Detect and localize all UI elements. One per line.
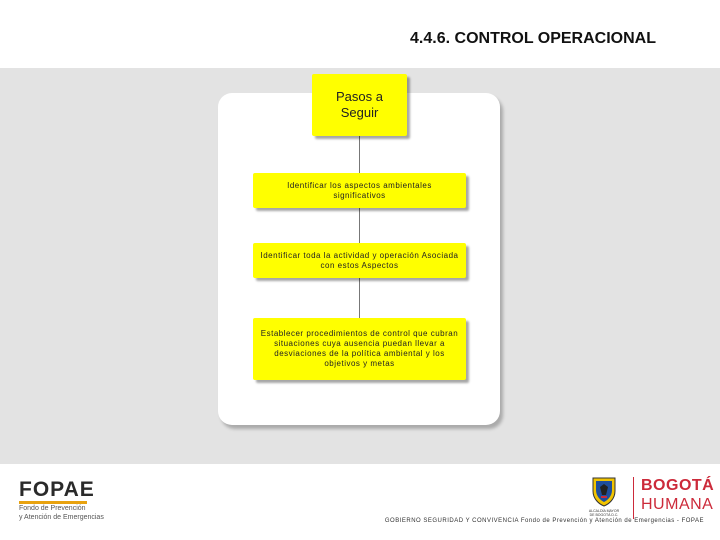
alcaldia-label	[581, 509, 627, 517]
fopae-logo	[19, 480, 104, 522]
fopae-subtitle-2: y Atención de Emergencias	[19, 514, 104, 521]
top-step-label: Pasos a Seguir	[336, 89, 383, 120]
step-2-label: Identificar toda la actividad y operación Asociada con estos Aspectos	[260, 250, 459, 270]
top-step-box	[312, 74, 407, 136]
step-1-label: Identificar los aspectos ambientales significativos	[287, 180, 432, 200]
fopae-wordmark: FOPAE	[19, 478, 95, 501]
fopae-subtitle-1: Fondo de Prevención	[19, 505, 86, 512]
connector-line	[359, 278, 360, 318]
coat-of-arms-icon	[589, 475, 619, 507]
bogota-wordmark: BOGOTÁ	[641, 477, 715, 494]
humana-wordmark: HUMANA	[641, 496, 714, 513]
connector-line	[359, 208, 360, 243]
alcaldia-line-2: DE BOGOTÁ D.C.	[589, 513, 619, 517]
step-3-label: Establecer procedimientos de control que cubran situaciones cuya ausencia puedan llevar a desviaciones de la política ambiental y los objetivos y metas	[260, 329, 459, 368]
connector-line	[359, 136, 360, 173]
step-box-1	[253, 173, 466, 208]
step-box-3	[253, 318, 466, 380]
fopae-accent-bar	[19, 501, 87, 504]
alcaldia-line-1: ALCALDÍA MAYOR	[588, 509, 620, 513]
step-box-2	[253, 243, 466, 278]
page-title: 4.4.6. CONTROL OPERACIONAL	[410, 30, 656, 47]
footer-caption: GOBIERNO SEGURIDAD Y CONVIVENCIA Fondo de Prevención y Atención de Emergencias - FOPAE	[384, 518, 704, 524]
logo-divider	[633, 477, 634, 519]
